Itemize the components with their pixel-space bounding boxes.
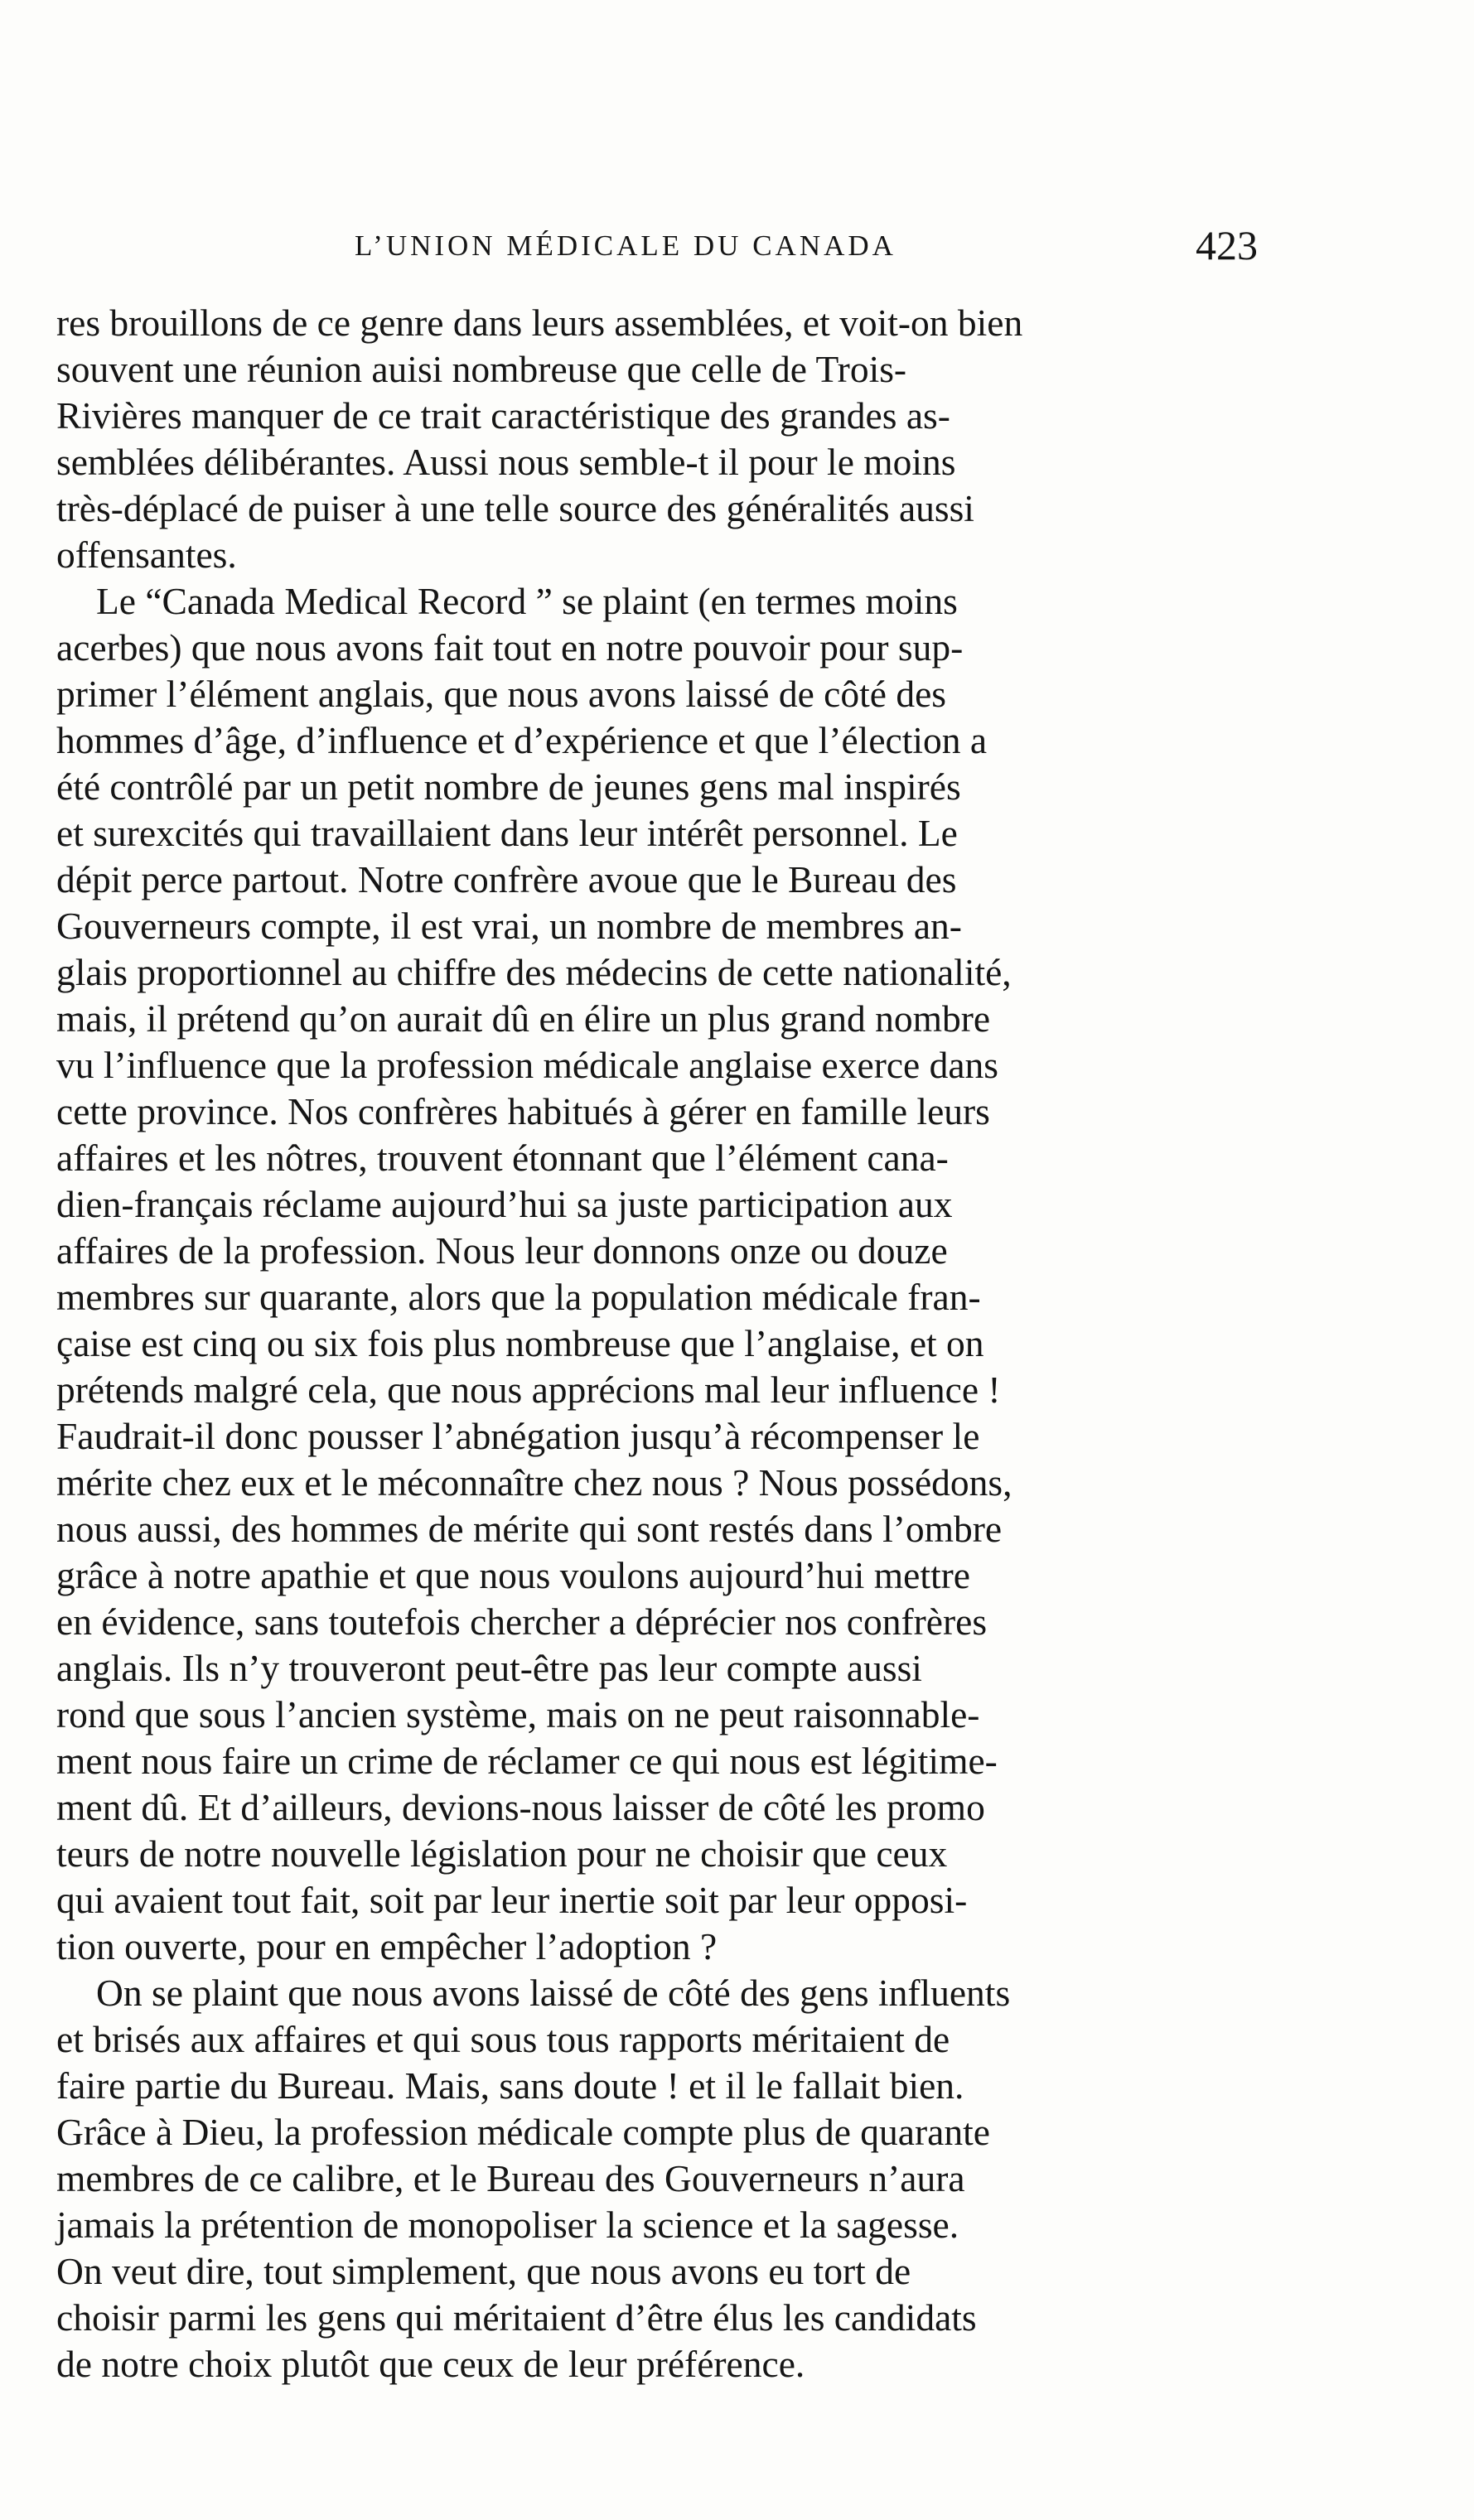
text-line: nous aussi, des hommes de mérite qui sont restés dans l’ombre [56, 1508, 1003, 1550]
text-line: mais, il prétend qu’on aurait dû en élire un plus grand nombre [56, 997, 991, 1040]
text-line: faire partie du Bureau. Mais, sans doute ! et il le fallait bien. [56, 2064, 964, 2107]
text-line: choisir parmi les gens qui méritaient d’être élus les candidats [56, 2296, 977, 2339]
text-line: très-déplacé de puiser à une telle source des généralités aussi [56, 487, 974, 529]
text-line: membres de ce calibre, et le Bureau des Gouverneurs n’aura [56, 2157, 965, 2199]
text-line: qui avaient tout fait, soit par leur inertie soit par leur opposi- [56, 1879, 968, 1921]
text-line: On veut dire, tout simplement, que nous avons eu tort de [56, 2250, 911, 2292]
text-line: Le “Canada Medical Record ” se plaint (en termes moins [96, 580, 958, 622]
text-line: souvent une réunion auisi nombreuse que celle de Trois- [56, 348, 907, 390]
text-line: ment nous faire un crime de réclamer ce qui nous est légitime- [56, 1740, 998, 1782]
text-line: tion ouverte, pour en empêcher l’adoption ? [56, 1925, 718, 1967]
page-number: 423 [1196, 222, 1258, 268]
text-line: res brouillons de ce genre dans leurs assemblées, et voit-on bien [56, 302, 1023, 344]
text-line: affaires de la profession. Nous leur donnons onze ou douze [56, 1229, 948, 1272]
text-line: dien-français réclame aujourd’hui sa juste participation aux [56, 1183, 953, 1225]
text-line: On se plaint que nous avons laissé de côté des gens influents [96, 1972, 1011, 2014]
text-line: jamais la prétention de monopoliser la science et la sagesse. [56, 2204, 959, 2246]
running-head [56, 222, 1258, 278]
text-line: dépit perce partout. Notre confrère avoue que le Bureau des [56, 858, 957, 900]
text-line: anglais. Ils n’y trouveront peut-être pas leur compte aussi [56, 1647, 922, 1689]
text-line: mérite chez eux et le méconnaître chez nous ? Nous possédons, [56, 1461, 1012, 1504]
paragraph-2 [56, 578, 1259, 1970]
paragraph-3 [56, 1970, 1259, 2387]
text-line: Gouverneurs compte, il est vrai, un nombre de membres an- [56, 905, 962, 947]
text-line: çaise est cinq ou six fois plus nombreuse que l’anglaise, et on [56, 1322, 984, 1364]
text-line: primer l’élément anglais, que nous avons laissé de côté des [56, 673, 946, 715]
text-line: en évidence, sans toutefois chercher a déprécier nos confrères [56, 1600, 988, 1643]
text-line: cette province. Nos confrères habitués à gérer en famille leurs [56, 1090, 990, 1132]
text-line: Rivières manquer de ce trait caractéristique des grandes as- [56, 394, 950, 437]
text-line: vu l’influence que la profession médicale anglaise exerce dans [56, 1044, 999, 1086]
text-line: rond que sous l’ancien système, mais on ne peut raisonnable- [56, 1693, 980, 1736]
text-line: semblées délibérantes. Aussi nous semble-t il pour le moins [56, 441, 956, 483]
text-line: Faudrait-il donc pousser l’abnégation jusqu’à récompenser le [56, 1415, 980, 1457]
text-line: affaires et les nôtres, trouvent étonnant que l’élément cana- [56, 1137, 949, 1179]
scan-artifact [0, 2497, 58, 2507]
text-line: membres sur quarante, alors que la population médicale fran- [56, 1276, 981, 1318]
journal-title: L’UNION MÉDICALE DU CANADA [355, 229, 896, 262]
paragraph-1 [56, 300, 1259, 578]
text-line: ment dû. Et d’ailleurs, devions-nous laisser de côté les promo [56, 1786, 985, 1828]
text-line: glais proportionnel au chiffre des médecins de cette nationalité, [56, 951, 1012, 993]
text-line: été contrôlé par un petit nombre de jeunes gens mal inspirés [56, 765, 961, 808]
text-line: et surexcités qui travaillaient dans leur intérêt personnel. Le [56, 812, 958, 854]
text-line: prétends malgré cela, que nous apprécions mal leur influence ! [56, 1369, 1001, 1411]
text-line: Grâce à Dieu, la profession médicale compte plus de quarante [56, 2111, 990, 2153]
text-line: acerbes) que nous avons fait tout en notre pouvoir pour sup- [56, 626, 964, 669]
text-line: de notre choix plutôt que ceux de leur préférence. [56, 2343, 805, 2385]
text-line: teurs de notre nouvelle législation pour ne choisir que ceux [56, 1832, 948, 1875]
article-body [56, 300, 1259, 2387]
text-line: offensantes. [56, 533, 237, 576]
text-line: et brisés aux affaires et qui sous tous rapports méritaient de [56, 2018, 950, 2060]
text-line: grâce à notre apathie et que nous voulons aujourd’hui mettre [56, 1554, 970, 1596]
text-line: hommes d’âge, d’influence et d’expérience et que l’élection a [56, 719, 988, 761]
